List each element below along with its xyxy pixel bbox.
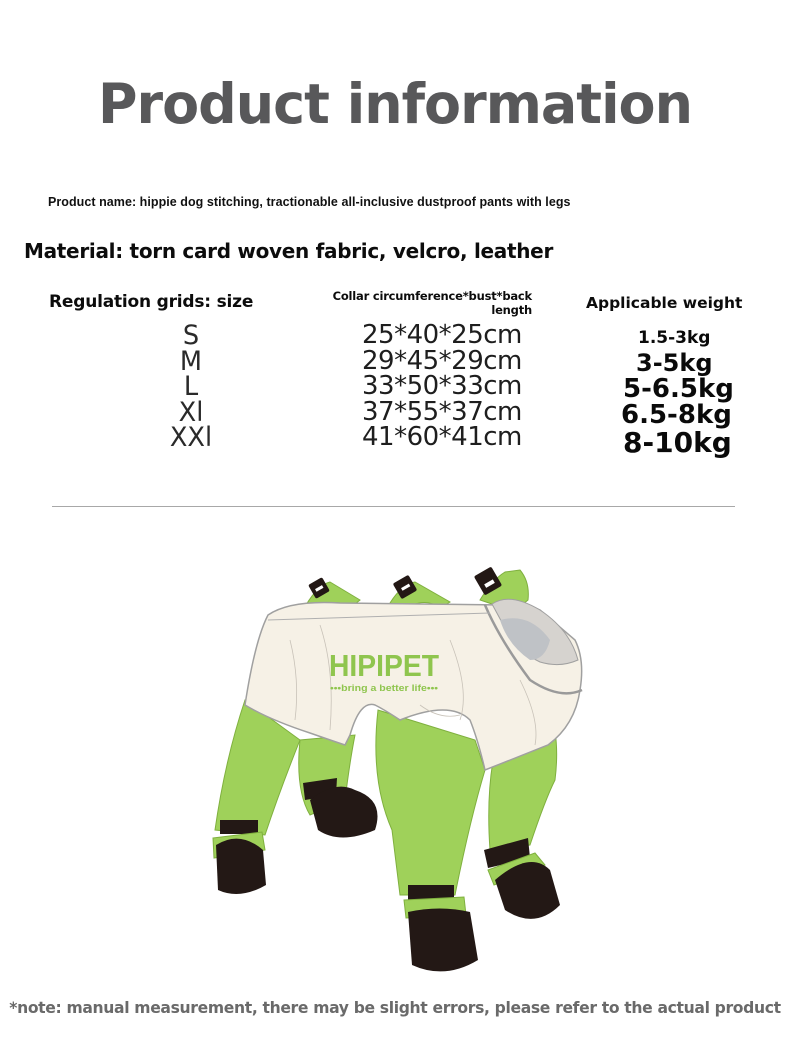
weight-cell: 8-10kg <box>623 426 732 459</box>
dimensions-column-header: Collar circumference*bust*back length <box>332 289 532 317</box>
dimensions-cell: 25*40*25cm <box>362 320 522 350</box>
brand-logo: HIPIPET <box>329 648 440 683</box>
weight-cell: 1.5-3kg <box>638 328 711 348</box>
material-line: Material: torn card woven fabric, velcro, leather <box>24 239 554 263</box>
brand-tagline: •••bring a better life••• <box>330 683 439 694</box>
size-column <box>150 320 232 453</box>
product-name: Product name: hippie dog stitching, tractionable all-inclusive dustproof pants with legs <box>48 195 571 209</box>
section-divider <box>52 506 735 507</box>
size-cell: L <box>183 371 199 402</box>
weight-cell: 5-6.5kg <box>623 374 734 404</box>
size-cell: M <box>179 345 203 377</box>
product-illustration <box>0 555 790 985</box>
weight-cell: 6.5-8kg <box>621 400 732 430</box>
page-title: Product information <box>97 72 693 136</box>
weight-cell: 3-5kg <box>636 349 713 377</box>
size-cell: S <box>182 320 200 351</box>
dimensions-cell: 33*50*33cm <box>362 371 522 401</box>
size-cell: XXl <box>169 422 213 453</box>
measurement-note: *note: manual measurement, there may be slight errors, please refer to the actual product <box>9 999 781 1017</box>
size-column-header: Regulation grids: size <box>49 292 254 312</box>
size-cell: Xl <box>178 396 204 428</box>
dimensions-column <box>362 320 527 452</box>
weight-column-header: Applicable weight <box>586 294 743 312</box>
dimensions-cell: 37*55*37cm <box>362 396 522 427</box>
front-leg-icon <box>376 710 485 895</box>
dimensions-cell: 29*45*29cm <box>362 345 522 376</box>
dimensions-cell: 41*60*41cm <box>362 422 522 452</box>
dog-suit-drawing-icon <box>0 555 790 985</box>
